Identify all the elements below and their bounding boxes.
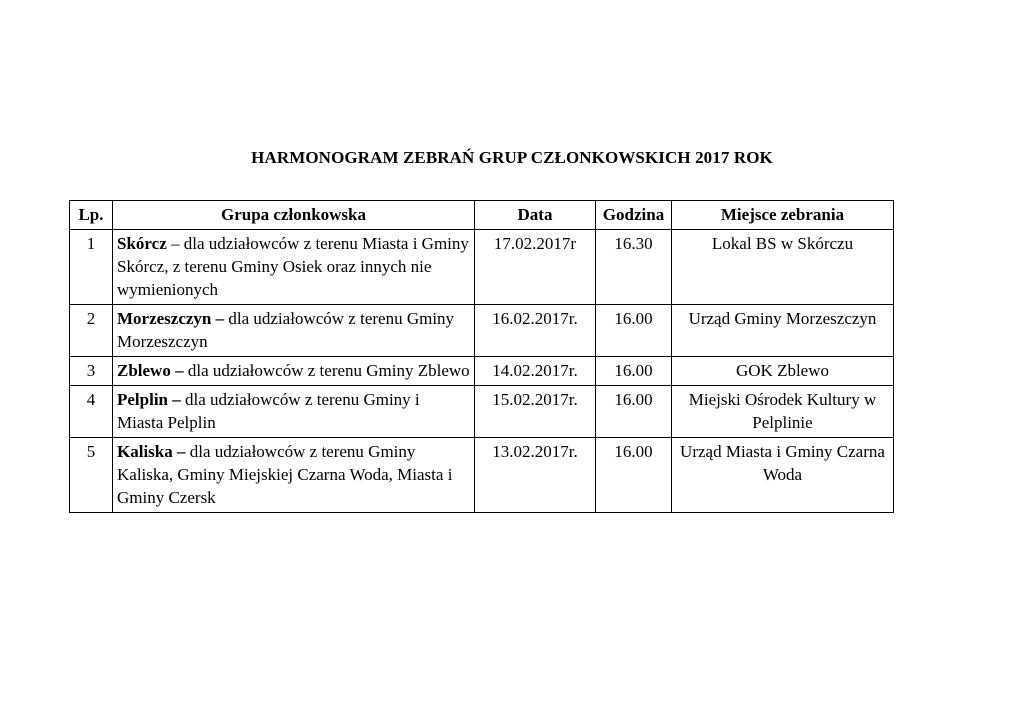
cell-group: [113, 357, 475, 386]
header-miejsce: Miejsce zebrania: [672, 201, 894, 230]
cell-group: [113, 305, 475, 357]
cell-lp: 4: [70, 386, 113, 438]
cell-date: 13.02.2017r.: [475, 438, 596, 513]
cell-group: [113, 230, 475, 305]
cell-time: 16.00: [596, 357, 672, 386]
cell-time: 16.30: [596, 230, 672, 305]
cell-group: [113, 438, 475, 513]
cell-lp: 1: [70, 230, 113, 305]
cell-lp: 2: [70, 305, 113, 357]
cell-time: 16.00: [596, 438, 672, 513]
group-description: dla udziałowców z terenu Gminy Zblewo: [183, 361, 470, 380]
group-name: Morzeszczyn –: [117, 309, 225, 328]
cell-time: 16.00: [596, 305, 672, 357]
table-row: [70, 305, 894, 357]
table-row: [70, 438, 894, 513]
group-name: Zblewo –: [117, 361, 184, 380]
header-data: Data: [475, 201, 596, 230]
cell-place: Lokal BS w Skórczu: [672, 230, 894, 305]
table-row: [70, 386, 894, 438]
cell-place: Miejski Ośrodek Kultury w Pelplinie: [672, 386, 894, 438]
cell-date: 14.02.2017r.: [475, 357, 596, 386]
schedule-table: [69, 200, 894, 513]
cell-lp: 3: [70, 357, 113, 386]
cell-place: GOK Zblewo: [672, 357, 894, 386]
cell-date: 15.02.2017r.: [475, 386, 596, 438]
group-name: Kaliska –: [117, 442, 186, 461]
table-header-row: [70, 201, 894, 230]
group-name: Pelplin –: [117, 390, 181, 409]
cell-place: Urząd Gminy Morzeszczyn: [672, 305, 894, 357]
group-description: dla udziałowców z terenu Gminy Morzeszczyn: [117, 309, 455, 351]
cell-group: [113, 386, 475, 438]
cell-place: Urząd Miasta i Gminy Czarna Woda: [672, 438, 894, 513]
group-description: dla udziałowców z terenu Gminy i Miasta Pelplin: [117, 390, 420, 432]
group-name: Skórcz: [117, 234, 167, 253]
cell-date: 17.02.2017r: [475, 230, 596, 305]
cell-time: 16.00: [596, 386, 672, 438]
cell-lp: 5: [70, 438, 113, 513]
table-row: [70, 230, 894, 305]
header-lp: Lp.: [70, 201, 113, 230]
header-godzina: Godzina: [596, 201, 672, 230]
group-description: dla udziałowców z terenu Gminy Kaliska, Gminy Miejskiej Czarna Woda, Miasta i Gminy Czersk: [117, 442, 453, 507]
table-row: [70, 357, 894, 386]
header-grupa: Grupa członkowska: [113, 201, 475, 230]
document-title: HARMONOGRAM ZEBRAŃ GRUP CZŁONKOWSKICH 2017 ROK: [251, 148, 773, 167]
group-description: – dla udziałowców z terenu Miasta i Gminy Skórcz, z terenu Gminy Osiek oraz innych nie wymienionych: [117, 234, 469, 299]
cell-date: 16.02.2017r.: [475, 305, 596, 357]
